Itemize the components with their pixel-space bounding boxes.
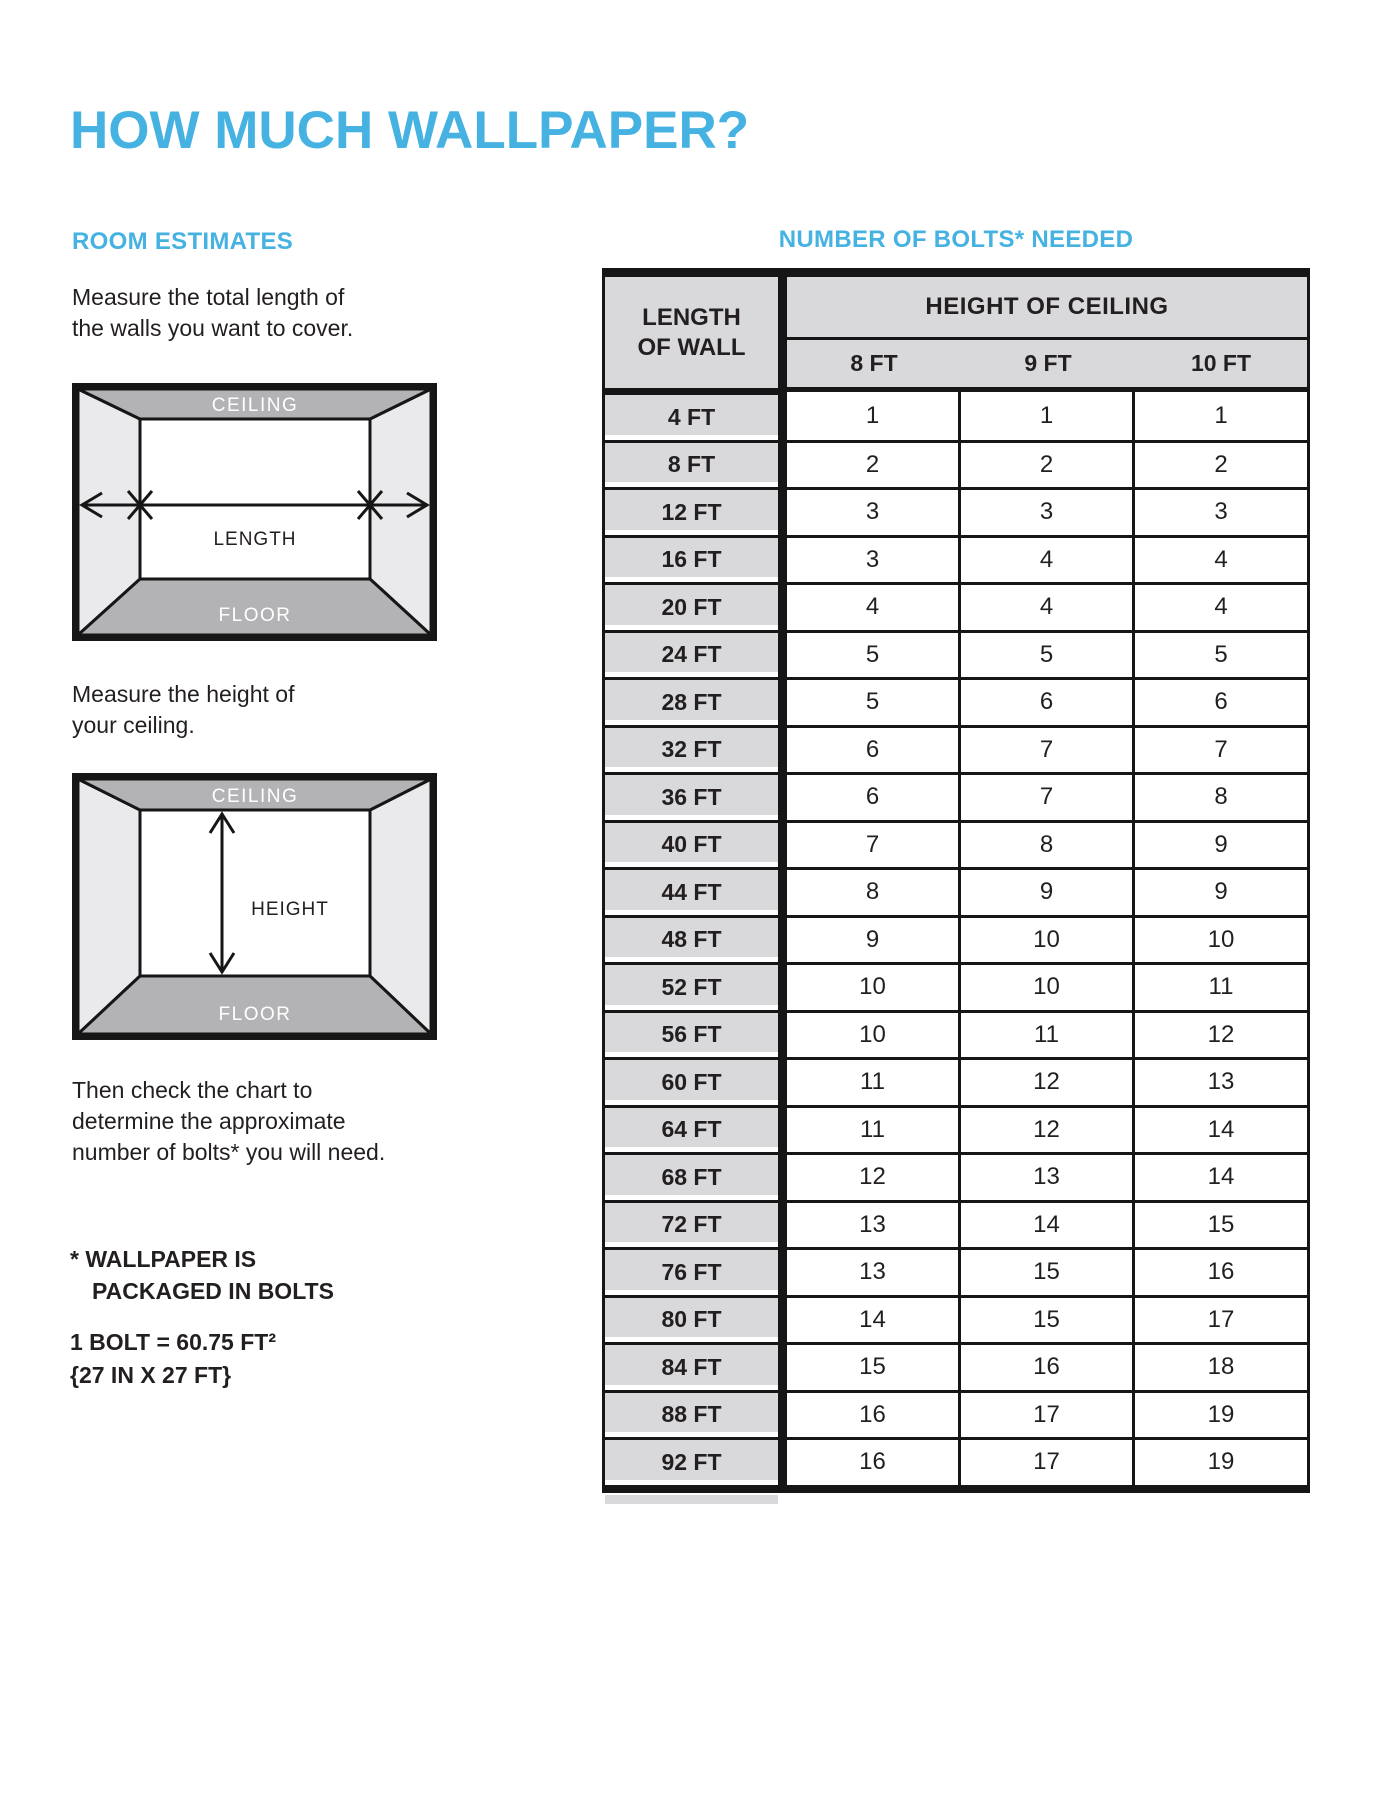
bolt-count-cell: 13 [787, 1247, 961, 1295]
row-label: 92 FT [605, 1437, 787, 1485]
bolt-count-cell: 2 [1135, 440, 1307, 488]
bolt-count-cell: 17 [961, 1437, 1135, 1485]
bolt-count-cell: 4 [787, 582, 961, 630]
bolt-count-cell: 10 [961, 915, 1135, 963]
footnote-line: * WALLPAPER IS [70, 1246, 257, 1272]
row-label: 80 FT [605, 1295, 787, 1343]
row-label: 40 FT [605, 820, 787, 868]
bolt-count-cell: 5 [961, 630, 1135, 678]
row-label: 20 FT [605, 582, 787, 630]
row-label: 4 FT [605, 392, 787, 440]
bolt-count-cell: 6 [787, 772, 961, 820]
bolt-count-cell: 9 [1135, 867, 1307, 915]
bolt-count-cell: 8 [1135, 772, 1307, 820]
bolt-count-cell: 11 [1135, 962, 1307, 1010]
bolt-count-cell: 19 [1135, 1437, 1307, 1485]
bolt-count-cell: 10 [787, 1010, 961, 1058]
row-label: 8 FT [605, 440, 787, 488]
row-label: 84 FT [605, 1342, 787, 1390]
back-wall [140, 419, 370, 579]
bolt-count-cell: 13 [961, 1152, 1135, 1200]
instruction-line: determine the approximate [72, 1108, 346, 1134]
instruction-line: the walls you want to cover. [72, 315, 354, 341]
row-label: 68 FT [605, 1152, 787, 1200]
bolt-count-cell: 4 [961, 535, 1135, 583]
instruction-line: your ceiling. [72, 712, 195, 738]
bolt-count-cell: 10 [787, 962, 961, 1010]
ceiling-height-column-header: 9 FT [961, 340, 1135, 392]
bolt-count-cell: 15 [961, 1247, 1135, 1295]
bolt-count-cell: 17 [1135, 1295, 1307, 1343]
ceiling-height-column-header: 8 FT [787, 340, 961, 392]
bolt-count-cell: 6 [961, 677, 1135, 725]
page-title: HOW MUCH WALLPAPER? [70, 100, 750, 160]
height-measure-label: HEIGHT [251, 899, 329, 920]
length-measure-label: LENGTH [213, 529, 297, 550]
footnote-line: PACKAGED IN BOLTS [92, 1278, 334, 1304]
row-label: 28 FT [605, 677, 787, 725]
bolt-count-cell: 7 [1135, 725, 1307, 773]
instruction-line: Measure the total length of [72, 284, 345, 310]
bolt-definition [70, 1326, 276, 1392]
bolt-count-cell: 16 [1135, 1247, 1307, 1295]
bolt-count-cell: 4 [1135, 582, 1307, 630]
bolt-count-cell: 16 [787, 1437, 961, 1485]
bolt-count-cell: 2 [961, 440, 1135, 488]
bolt-count-cell: 15 [787, 1342, 961, 1390]
floor-label: FLOOR [218, 1004, 292, 1025]
bolt-count-cell: 1 [1135, 392, 1307, 440]
instruction-line: Measure the height of [72, 681, 295, 707]
ceiling-height-column-header: 10 FT [1135, 340, 1307, 392]
bolt-count-cell: 2 [787, 440, 961, 488]
row-label: 56 FT [605, 1010, 787, 1058]
bolt-count-cell: 16 [961, 1342, 1135, 1390]
bolt-count-cell: 12 [961, 1105, 1135, 1153]
row-label: 16 FT [605, 535, 787, 583]
row-label-header-line: OF WALL [637, 333, 746, 361]
bolt-count-cell: 9 [961, 867, 1135, 915]
bolt-count-cell: 9 [787, 915, 961, 963]
row-label: 48 FT [605, 915, 787, 963]
ceiling-label: CEILING [211, 786, 299, 807]
row-label: 12 FT [605, 487, 787, 535]
bolt-count-cell: 3 [1135, 487, 1307, 535]
bolt-count-cell: 14 [1135, 1105, 1307, 1153]
bolt-count-cell: 7 [787, 820, 961, 868]
room-height-diagram [72, 773, 437, 1040]
instruction-check-chart [72, 1075, 385, 1168]
instruction-line: number of bolts* you will need. [72, 1139, 386, 1165]
bolt-count-cell: 13 [1135, 1057, 1307, 1105]
bolt-count-cell: 6 [1135, 677, 1307, 725]
bolt-count-cell: 5 [787, 677, 961, 725]
bolt-count-cell: 1 [787, 392, 961, 440]
section-heading-room-estimates: ROOM ESTIMATES [72, 228, 294, 255]
bolt-count-cell: 8 [961, 820, 1135, 868]
table-left-column-footer-strip [605, 1495, 778, 1504]
table-heading: NUMBER OF BOLTS* NEEDED [778, 226, 1134, 253]
bolt-count-cell: 8 [787, 867, 961, 915]
bolt-count-cell: 5 [787, 630, 961, 678]
floor-label: FLOOR [218, 605, 292, 626]
bolt-count-cell: 15 [961, 1295, 1135, 1343]
bolt-count-cell: 1 [961, 392, 1135, 440]
row-label-header-line: LENGTH [642, 303, 741, 331]
instruction-line: Then check the chart to [72, 1077, 313, 1103]
row-label: 32 FT [605, 725, 787, 773]
row-label-header [605, 277, 787, 392]
column-group-header: HEIGHT OF CEILING [787, 277, 1307, 340]
bolt-count-cell: 10 [1135, 915, 1307, 963]
footnote-wallpaper-bolts [70, 1243, 334, 1307]
bolt-definition-line: {27 IN X 27 FT} [70, 1362, 232, 1388]
instruction-measure-height [72, 679, 294, 741]
row-label: 72 FT [605, 1200, 787, 1248]
row-label: 64 FT [605, 1105, 787, 1153]
instruction-measure-length [72, 282, 353, 344]
back-wall [140, 810, 370, 976]
bolt-count-cell: 18 [1135, 1342, 1307, 1390]
bolt-count-cell: 17 [961, 1390, 1135, 1438]
bolt-count-cell: 6 [787, 725, 961, 773]
bolt-definition-line: 1 BOLT = 60.75 FT² [70, 1329, 276, 1355]
row-label: 52 FT [605, 962, 787, 1010]
bolt-count-cell: 12 [787, 1152, 961, 1200]
row-label: 76 FT [605, 1247, 787, 1295]
bolt-count-cell: 16 [787, 1390, 961, 1438]
bolt-count-cell: 11 [961, 1010, 1135, 1058]
bolt-count-cell: 14 [1135, 1152, 1307, 1200]
row-label: 36 FT [605, 772, 787, 820]
bolt-count-cell: 5 [1135, 630, 1307, 678]
bolts-table [602, 268, 1310, 1493]
bolt-count-cell: 4 [961, 582, 1135, 630]
bolt-count-cell: 12 [961, 1057, 1135, 1105]
row-label: 24 FT [605, 630, 787, 678]
bolt-count-cell: 15 [1135, 1200, 1307, 1248]
bolt-count-cell: 10 [961, 962, 1135, 1010]
bolt-count-cell: 3 [787, 487, 961, 535]
bolt-count-cell: 3 [787, 535, 961, 583]
bolt-count-cell: 12 [1135, 1010, 1307, 1058]
bolt-count-cell: 11 [787, 1105, 961, 1153]
row-label: 44 FT [605, 867, 787, 915]
row-label: 88 FT [605, 1390, 787, 1438]
bolt-count-cell: 3 [961, 487, 1135, 535]
bolt-count-cell: 13 [787, 1200, 961, 1248]
bolt-count-cell: 4 [1135, 535, 1307, 583]
bolt-count-cell: 7 [961, 725, 1135, 773]
ceiling-label: CEILING [211, 395, 299, 416]
bolt-count-cell: 14 [787, 1295, 961, 1343]
bolt-count-cell: 7 [961, 772, 1135, 820]
row-label: 60 FT [605, 1057, 787, 1105]
bolt-count-cell: 11 [787, 1057, 961, 1105]
bolt-count-cell: 14 [961, 1200, 1135, 1248]
room-length-diagram [72, 383, 437, 641]
bolt-count-cell: 19 [1135, 1390, 1307, 1438]
bolt-count-cell: 9 [1135, 820, 1307, 868]
